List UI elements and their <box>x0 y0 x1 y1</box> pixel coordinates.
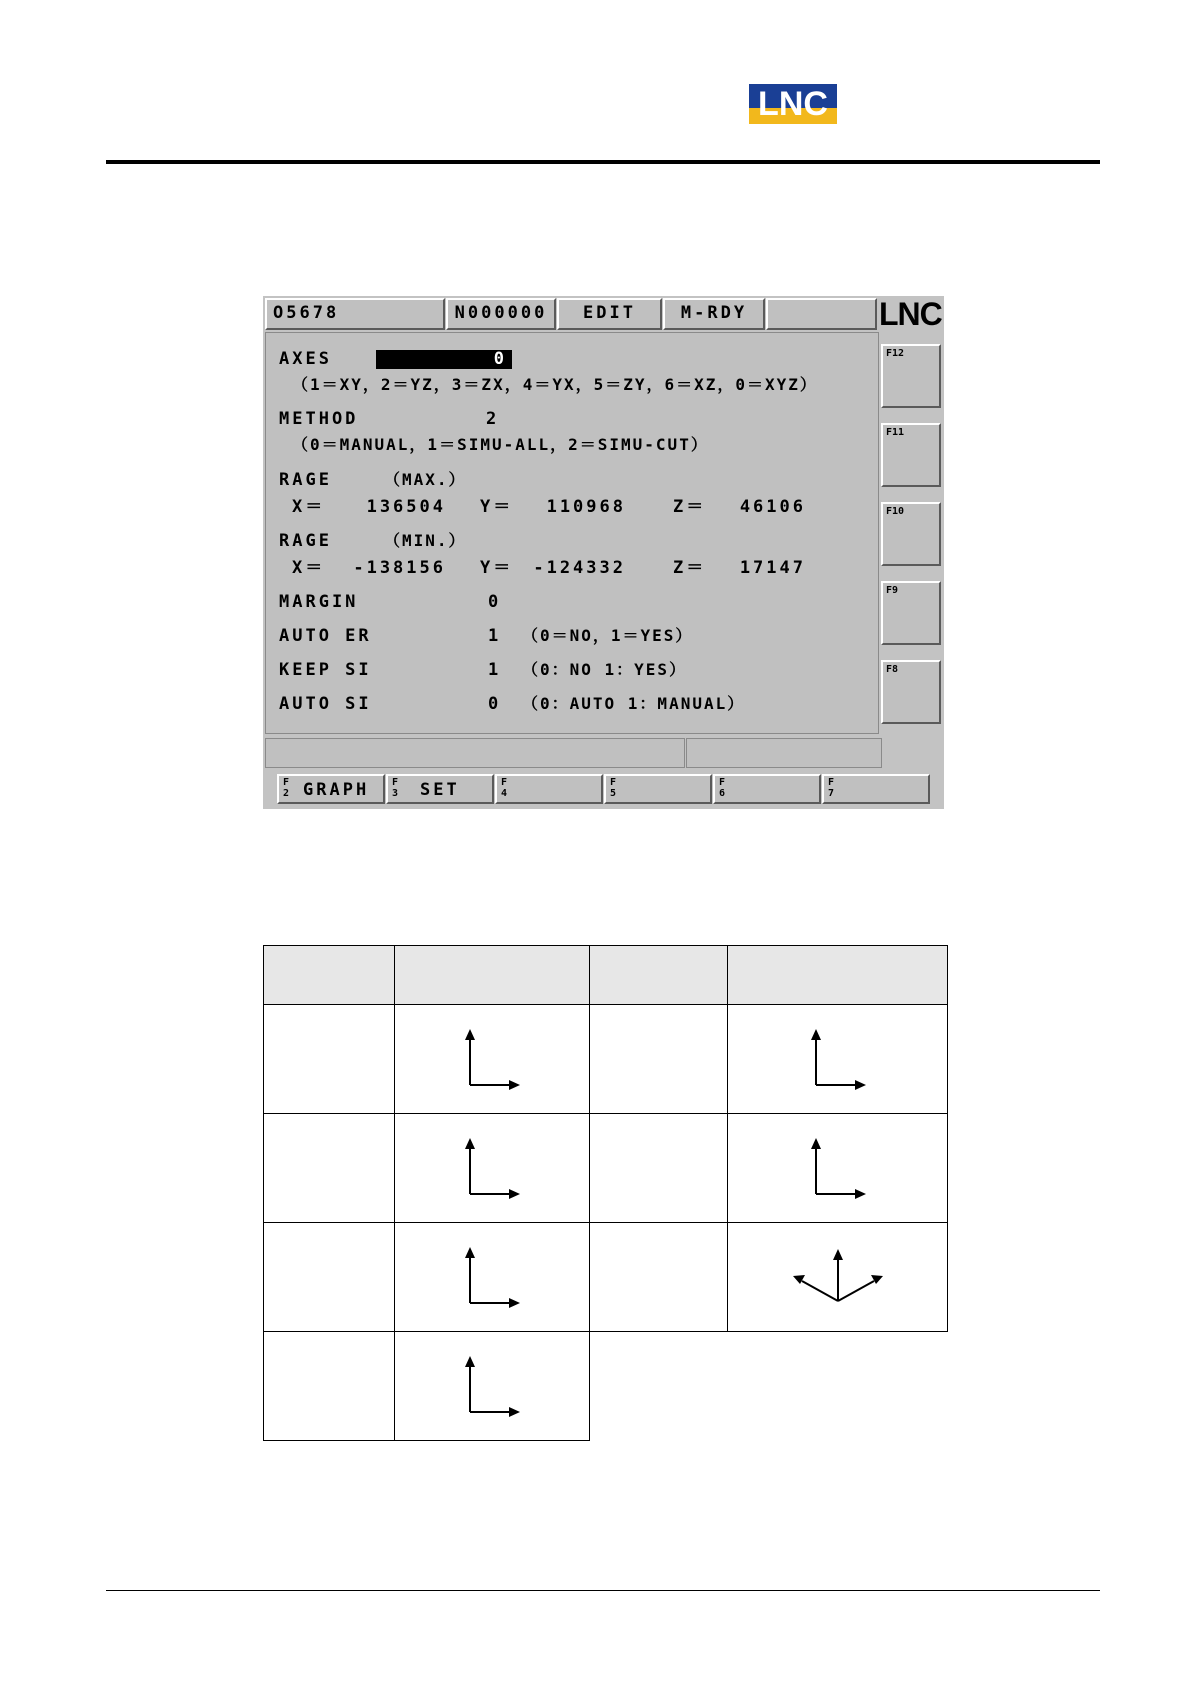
table-cell <box>395 1114 590 1223</box>
softkey-f10[interactable]: F10 <box>881 502 941 566</box>
softkey-f3-label: SET <box>420 780 460 800</box>
softkey-f2-number: F 2 <box>283 777 290 799</box>
keep-si-options: （0：NO 1：YES） <box>522 660 688 679</box>
table-row <box>264 1005 948 1114</box>
auto-si-label: AUTO SI <box>279 694 372 714</box>
min-x-value: -138156 <box>353 558 446 578</box>
table-header-cell <box>264 946 395 1005</box>
softkey-f4-number: F 4 <box>501 777 508 799</box>
header-rule <box>106 160 1100 164</box>
softkey-f5[interactable] <box>604 774 712 804</box>
table-header-row <box>264 946 948 1005</box>
parameter-panel <box>265 332 879 734</box>
softkey-f7-number: F 7 <box>828 777 835 799</box>
table-cell <box>264 1005 395 1114</box>
table-cell <box>264 1223 395 1332</box>
softkey-f2-graph[interactable] <box>277 774 385 804</box>
softkey-f8[interactable]: F8 <box>881 660 941 724</box>
softkey-f6[interactable] <box>713 774 821 804</box>
axes-options: （1＝XY，2＝YZ，3＝ZX，4＝YX，5＝ZY，6＝XZ，0＝XYZ） <box>292 375 818 394</box>
auto-si-options: （0：AUTO 1：MANUAL） <box>522 694 746 713</box>
min-z-label: Z＝ <box>673 558 707 578</box>
softkey-f2-label: GRAPH <box>303 780 370 800</box>
table-empty-cell <box>590 1332 948 1441</box>
table-cell <box>264 1332 395 1441</box>
range-min-label: RAGE <box>279 531 332 551</box>
mode-indicator: EDIT <box>557 298 662 330</box>
min-y-value: -124332 <box>533 558 626 578</box>
max-x-value: 136504 <box>366 497 446 517</box>
max-y-label: Y＝ <box>480 497 514 517</box>
min-x-label: X＝ <box>292 558 326 578</box>
table-cell <box>590 1114 728 1223</box>
table-cell <box>395 1223 590 1332</box>
softkey-f3-number: F 3 <box>392 777 399 799</box>
svg-text:LNC: LNC <box>758 85 828 123</box>
status-extra <box>766 298 877 330</box>
2d-axes-icon <box>806 1027 870 1091</box>
axes-label: AXES <box>279 349 332 369</box>
table-row <box>264 1332 948 1441</box>
table-cell <box>264 1114 395 1223</box>
softkey-f7[interactable] <box>822 774 930 804</box>
sequence-number: N000000 <box>446 298 556 330</box>
program-number: O5678 <box>265 298 445 330</box>
softkey-f6-number: F 6 <box>719 777 726 799</box>
max-z-value: 46106 <box>739 497 806 517</box>
min-z-value: 17147 <box>739 558 806 578</box>
softkey-f4[interactable] <box>495 774 603 804</box>
table-cell <box>728 1114 948 1223</box>
table-row <box>264 1223 948 1332</box>
lnc-logo <box>749 84 837 124</box>
method-label: METHOD <box>279 409 359 429</box>
table-row <box>264 1114 948 1223</box>
axes-orientation-table <box>263 945 948 1441</box>
table-header-cell <box>728 946 948 1005</box>
max-x-label: X＝ <box>292 497 326 517</box>
method-value[interactable]: 2 <box>486 409 500 429</box>
range-max-label: RAGE <box>279 470 332 490</box>
max-y-value: 110968 <box>546 497 626 517</box>
softkey-f12[interactable]: F12 <box>881 344 941 408</box>
axes-input[interactable]: 0 <box>376 350 512 369</box>
table-cell <box>728 1223 948 1332</box>
keep-si-value[interactable]: 1 <box>488 660 502 680</box>
footer-rule <box>106 1590 1100 1591</box>
min-y-label: Y＝ <box>480 558 514 578</box>
max-z-label: Z＝ <box>673 497 707 517</box>
keep-si-label: KEEP SI <box>279 660 372 680</box>
cnc-screen <box>263 296 944 809</box>
table-header-cell <box>590 946 728 1005</box>
table-cell <box>728 1005 948 1114</box>
brand-label: LNC <box>879 296 942 332</box>
state-indicator: M-RDY <box>663 298 765 330</box>
message-bar-secondary <box>686 738 882 768</box>
2d-axes-icon <box>460 1136 524 1200</box>
margin-value[interactable]: 0 <box>488 592 502 612</box>
auto-si-value[interactable]: 0 <box>488 694 502 714</box>
softkey-f11[interactable]: F11 <box>881 423 941 487</box>
table-cell <box>395 1332 590 1441</box>
auto-er-label: AUTO ER <box>279 626 372 646</box>
margin-label: MARGIN <box>279 592 359 612</box>
method-options: （0＝MANUAL，1＝SIMU-ALL，2＝SIMU-CUT） <box>292 435 709 454</box>
range-max-note: （MAX.） <box>384 470 467 489</box>
table-cell <box>590 1005 728 1114</box>
2d-axes-icon <box>460 1027 524 1091</box>
3d-axes-icon <box>788 1247 888 1307</box>
table-cell <box>395 1005 590 1114</box>
softkey-f9[interactable]: F9 <box>881 581 941 645</box>
auto-er-value[interactable]: 1 <box>488 626 502 646</box>
range-min-note: （MIN.） <box>384 531 467 550</box>
table-cell <box>590 1223 728 1332</box>
softkey-f3-set[interactable] <box>386 774 494 804</box>
table-header-cell <box>395 946 590 1005</box>
2d-axes-icon <box>806 1136 870 1200</box>
auto-er-options: （0＝NO，1＝YES） <box>522 626 694 645</box>
softkey-f5-number: F 5 <box>610 777 617 799</box>
message-bar <box>265 738 685 768</box>
2d-axes-icon <box>460 1245 524 1309</box>
2d-axes-icon <box>460 1354 524 1418</box>
